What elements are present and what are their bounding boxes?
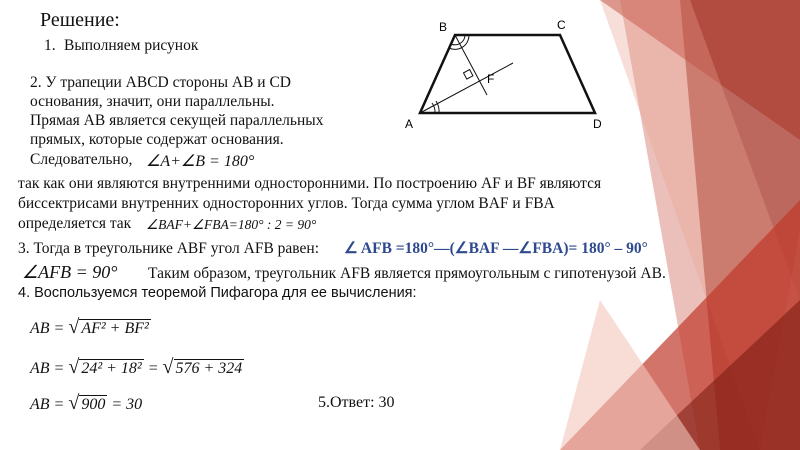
label-f: F: [487, 72, 495, 86]
step3-formula: ∠ AFB =180°—(∠BAF —∠FBA)= 180° – 90°: [344, 240, 648, 257]
right-angle-mark: [463, 70, 472, 79]
slide-heading: Решение:: [40, 9, 120, 31]
formula-afb: ∠AFB = 90°: [22, 262, 118, 282]
angle-arc-a: [432, 103, 435, 113]
eq3-lhs: AB =: [30, 396, 69, 413]
step1-text: Выполняем рисунок: [64, 37, 199, 54]
eq2-radicand: 24² + 18²: [81, 360, 142, 377]
eq3-result: = 30: [107, 396, 143, 413]
formula-half-sum: ∠BAF+∠FBA=180° : 2 = 90°: [146, 217, 317, 232]
eq2-lhs: AB =: [30, 360, 69, 377]
sqrt-sign: √: [162, 356, 174, 378]
step2-line: Прямая AB является секущей параллельных: [30, 112, 324, 129]
equation-3: [30, 394, 142, 414]
eq1-lhs: AB =: [30, 320, 69, 337]
step1-number: 1.: [44, 37, 56, 54]
eq3-radicand: 900: [81, 396, 106, 413]
step3-text: 3. Тогда в треугольнике ABF угол AFB равен:: [18, 240, 320, 257]
eq1-radicand: AF² + BF²: [81, 320, 149, 337]
answer-text: 5.Ответ: 30: [318, 394, 395, 411]
step2-line: основания, значит, они параллельны.: [30, 93, 275, 110]
equation-2: [30, 358, 244, 378]
label-a: A: [405, 117, 414, 131]
sqrt-sign: √: [68, 356, 80, 378]
step2-line: прямых, которые содержат основания.: [30, 131, 284, 148]
step4-text: 4. Воспользуемся теоремой Пифагора для ее вычисления:: [18, 285, 417, 301]
step2-line: 2. У трапеции ABCD стороны AB и CD: [30, 74, 292, 91]
equation-1: [30, 318, 151, 338]
paragraph-line: биссектрисами внутренних односторонних углов. Тогда сумма углом BAF и FBA: [18, 195, 555, 212]
sqrt-sign: √: [68, 392, 80, 414]
eq2-equals: =: [143, 360, 163, 377]
eq2-radicand-2: 576 + 324: [175, 360, 243, 377]
formula-angles-sum: ∠A+∠B = 180°: [146, 153, 255, 170]
label-d: D: [593, 117, 602, 131]
paragraph-line: определяется так: [18, 215, 132, 232]
sqrt-sign: √: [68, 316, 80, 338]
trapezoid-outline: [420, 35, 595, 113]
label-c: C: [557, 18, 566, 32]
paragraph-line: так как они являются внутренними односторонними. По построению AF и BF являются: [18, 175, 602, 192]
trapezoid-figure: [395, 15, 620, 135]
label-b: B: [439, 20, 448, 34]
step2-line: Следовательно,: [30, 151, 133, 168]
step3-conclusion: Таким образом, треугольник AFB является прямоугольным с гипотенузой AB.: [148, 265, 666, 282]
